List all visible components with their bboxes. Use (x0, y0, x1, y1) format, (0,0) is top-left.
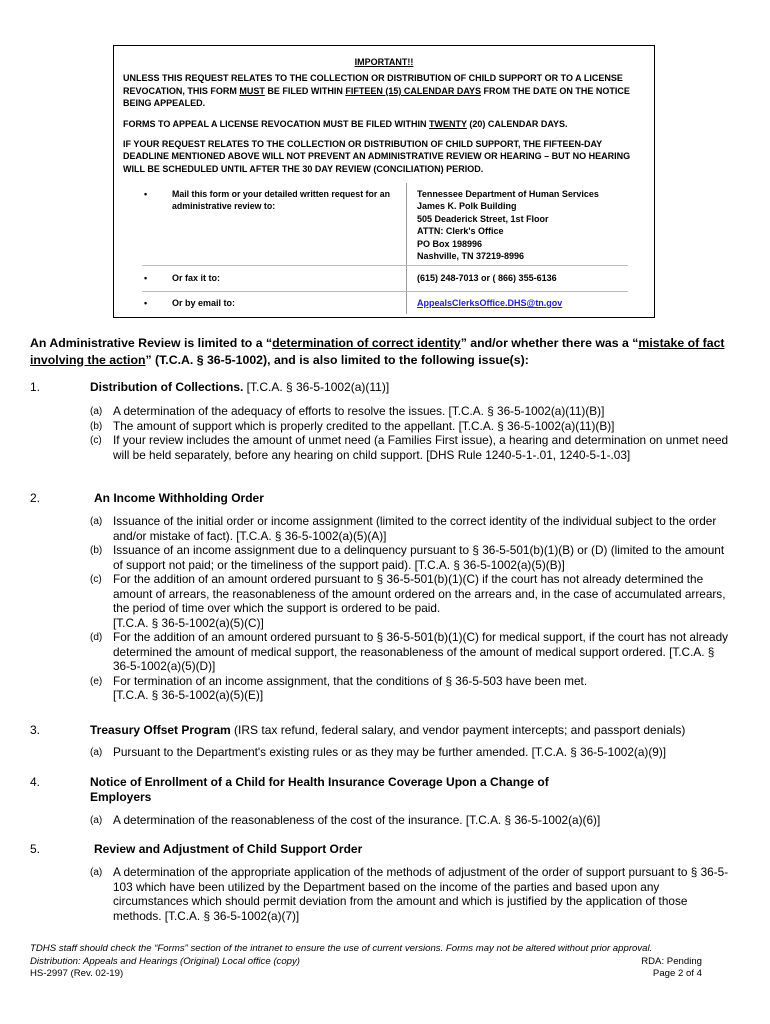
list-item: (a) A determination of the reasonableness of the cost of the insurance. [T.C.A. § 36-5-1002(a)(6)] (90, 813, 601, 827)
important-notice-box (113, 45, 655, 318)
mail-label: Mail this form or your detailed written request for an administrative review to: (172, 189, 390, 212)
list-item: (e) For termination of an income assignment, that the conditions of § 36-5-503 have been met. [T.C.A. § 36-5-1002(a)(5)(E)] (90, 673, 588, 702)
administrative-review-intro: An Administrative Review is limited to a “determination of correct identity” and/or whether there was a “mistake of fact involving the action” (T.C.A. § 36-5-1002), and is also limited to the following issue(s): (30, 336, 725, 367)
bullet: • (144, 273, 148, 283)
section-heading: Review and Adjustment of Child Support Order (94, 842, 363, 856)
fax-number: (615) 248-7013 or ( 866) 355-6136 (417, 273, 557, 283)
staff-note: TDHS staff should check the “Forms” section of the intranet to ensure the use of current versions. Forms may not be altered without prior approval. (30, 943, 653, 954)
list-item: (c) For the addition of an amount ordered pursuant to § 36-5-501(b)(1)(C) if the court has not already determined the amount of arrears, the reasonableness of the amount ordered on the arrears and, in the case of accumulated arrears, the period of time over which the support is ordered to be paid. [T.C.A. § 36-5-1002(a)(5)(C)] (90, 572, 726, 630)
section-items (90, 865, 730, 923)
fax-label: Or fax it to: (172, 273, 221, 283)
section-number: 3. (30, 723, 41, 737)
child-support-paragraph: IF YOUR REQUEST RELATES TO THE COLLECTION OR DISTRIBUTION OF CHILD SUPPORT, THE FIFTEEN-DAY DEADLINE MENTIONED ABOVE WILL NOT PREVENT AN ADMINISTRATIVE REVIEW OR HEARING – BUT NO HEARING WILL BE SCHEDULED UNTIL AFTER THE 30 DAY REVIEW (CONCILIATION) PERIOD. (123, 139, 631, 174)
list-item: (d) For the addition of an amount ordered pursuant to § 36-5-501(b)(1)(C) for medical support, if the court has not already determined the amount of medical support, the reasonableness of the amount of medical support ordered. [T.C.A. § 36-5-1002(a)(5)(D)] (90, 630, 729, 673)
email-label: Or by email to: (172, 298, 236, 308)
section-items (90, 404, 730, 462)
list-item: (c) If your review includes the amount of unmet need (a Families First issue), a hearing and determination on unmet need will be held separately, before any hearing on child support. [DHS Rule 1240-5-1-.01, 1240-5-1-.03] (90, 433, 729, 462)
distribution-text: Distribution: Appeals and Hearings (Original) Local office (copy) (30, 955, 300, 967)
filing-deadline-paragraph: UNLESS THIS REQUEST RELATES TO THE COLLECTION OR DISTRIBUTION OF CHILD SUPPORT OR TO A LICENSE REVOCATION, THIS FORM MUST BE FILED WITHIN FIFTEEN (15) CALENDAR DAYS FROM THE DATE ON THE NOTICE BEING APPEALED. (123, 73, 630, 109)
footer-row (30, 956, 702, 969)
section-number: 2. (30, 491, 41, 505)
license-revocation-paragraph: FORMS TO APPEAL A LICENSE REVOCATION MUST BE FILED WITHIN TWENTY (20) CALENDAR DAYS. (123, 118, 568, 129)
mailing-address: Tennessee Department of Human Services James K. Polk Building 505 Deaderick Street, 1st Floor ATTN: Clerk's Office PO Box 198996 Nashville, TN 37219-8996 (417, 189, 599, 262)
list-item: (a) A determination of the adequacy of efforts to resolve the issues. [T.C.A. § 36-5-1002(a)(11)(B)] (90, 404, 605, 418)
contact-column-divider (406, 183, 407, 314)
list-item: (a) Issuance of the initial order or income assignment (limited to the correct identity of the individual subject to the order and/or mistake of fact). [T.C.A. § 36-5-1002(a)(5)(A)] (90, 514, 717, 543)
page-footer (30, 943, 702, 981)
list-item: (b) The amount of support which is properly credited to the appellant. [T.C.A. § 36-5-1002(a)(11)(B)] (90, 418, 615, 433)
page-number: Page 2 of 4 (652, 968, 702, 980)
section-number: 4. (30, 775, 41, 789)
section-heading: Treasury Offset Program (IRS tax refund, federal salary, and vendor payment intercepts; and passport denials) (90, 723, 686, 737)
form-id: HS-2997 (Rev. 02-19) (30, 968, 124, 980)
section-number: 1. (30, 380, 41, 394)
section-items (90, 514, 730, 703)
bullet: • (144, 298, 148, 308)
bullet: • (144, 189, 148, 199)
divider (142, 291, 628, 292)
section-items (90, 745, 730, 760)
important-heading: IMPORTANT!! (354, 57, 414, 67)
section-number: 5. (30, 842, 41, 856)
list-item: (a) Pursuant to the Department's existing rules or as they may be further amended. [T.C.A. § 36-5-1002(a)(9)] (90, 745, 667, 759)
rda-status: RDA: Pending (641, 955, 702, 967)
section-heading: Distribution of Collections. [T.C.A. § 36-5-1002(a)(11)] (90, 380, 390, 394)
section-items (90, 813, 730, 828)
list-item: (a) A determination of the appropriate application of the methods of adjustment of the order of support pursuant to § 36-5-103 which have been utilized by the Department based on the income of the parties and based upon any circumstances which should permit deviation from the amount and which is justified by the application of those methods. [T.C.A. § 36-5-1002(a)(7)] (90, 865, 729, 923)
footer-row (30, 968, 702, 981)
divider (142, 265, 628, 266)
section-heading: Notice of Enrollment of a Child for Health Insurance Coverage Upon a Change of Employers (90, 775, 549, 804)
list-item: (b) Issuance of an income assignment due to a delinquency pursuant to § 36-5-501(b)(1)(B) or (D) (limited to the amount of support not paid; or the timeliness of the support paid). [T.C.A. § 36-5-1002(a)(5)(B)] (90, 543, 725, 572)
section-heading: An Income Withholding Order (94, 491, 264, 505)
email-link[interactable]: AppealsClerksOffice.DHS@tn.gov (417, 298, 563, 308)
